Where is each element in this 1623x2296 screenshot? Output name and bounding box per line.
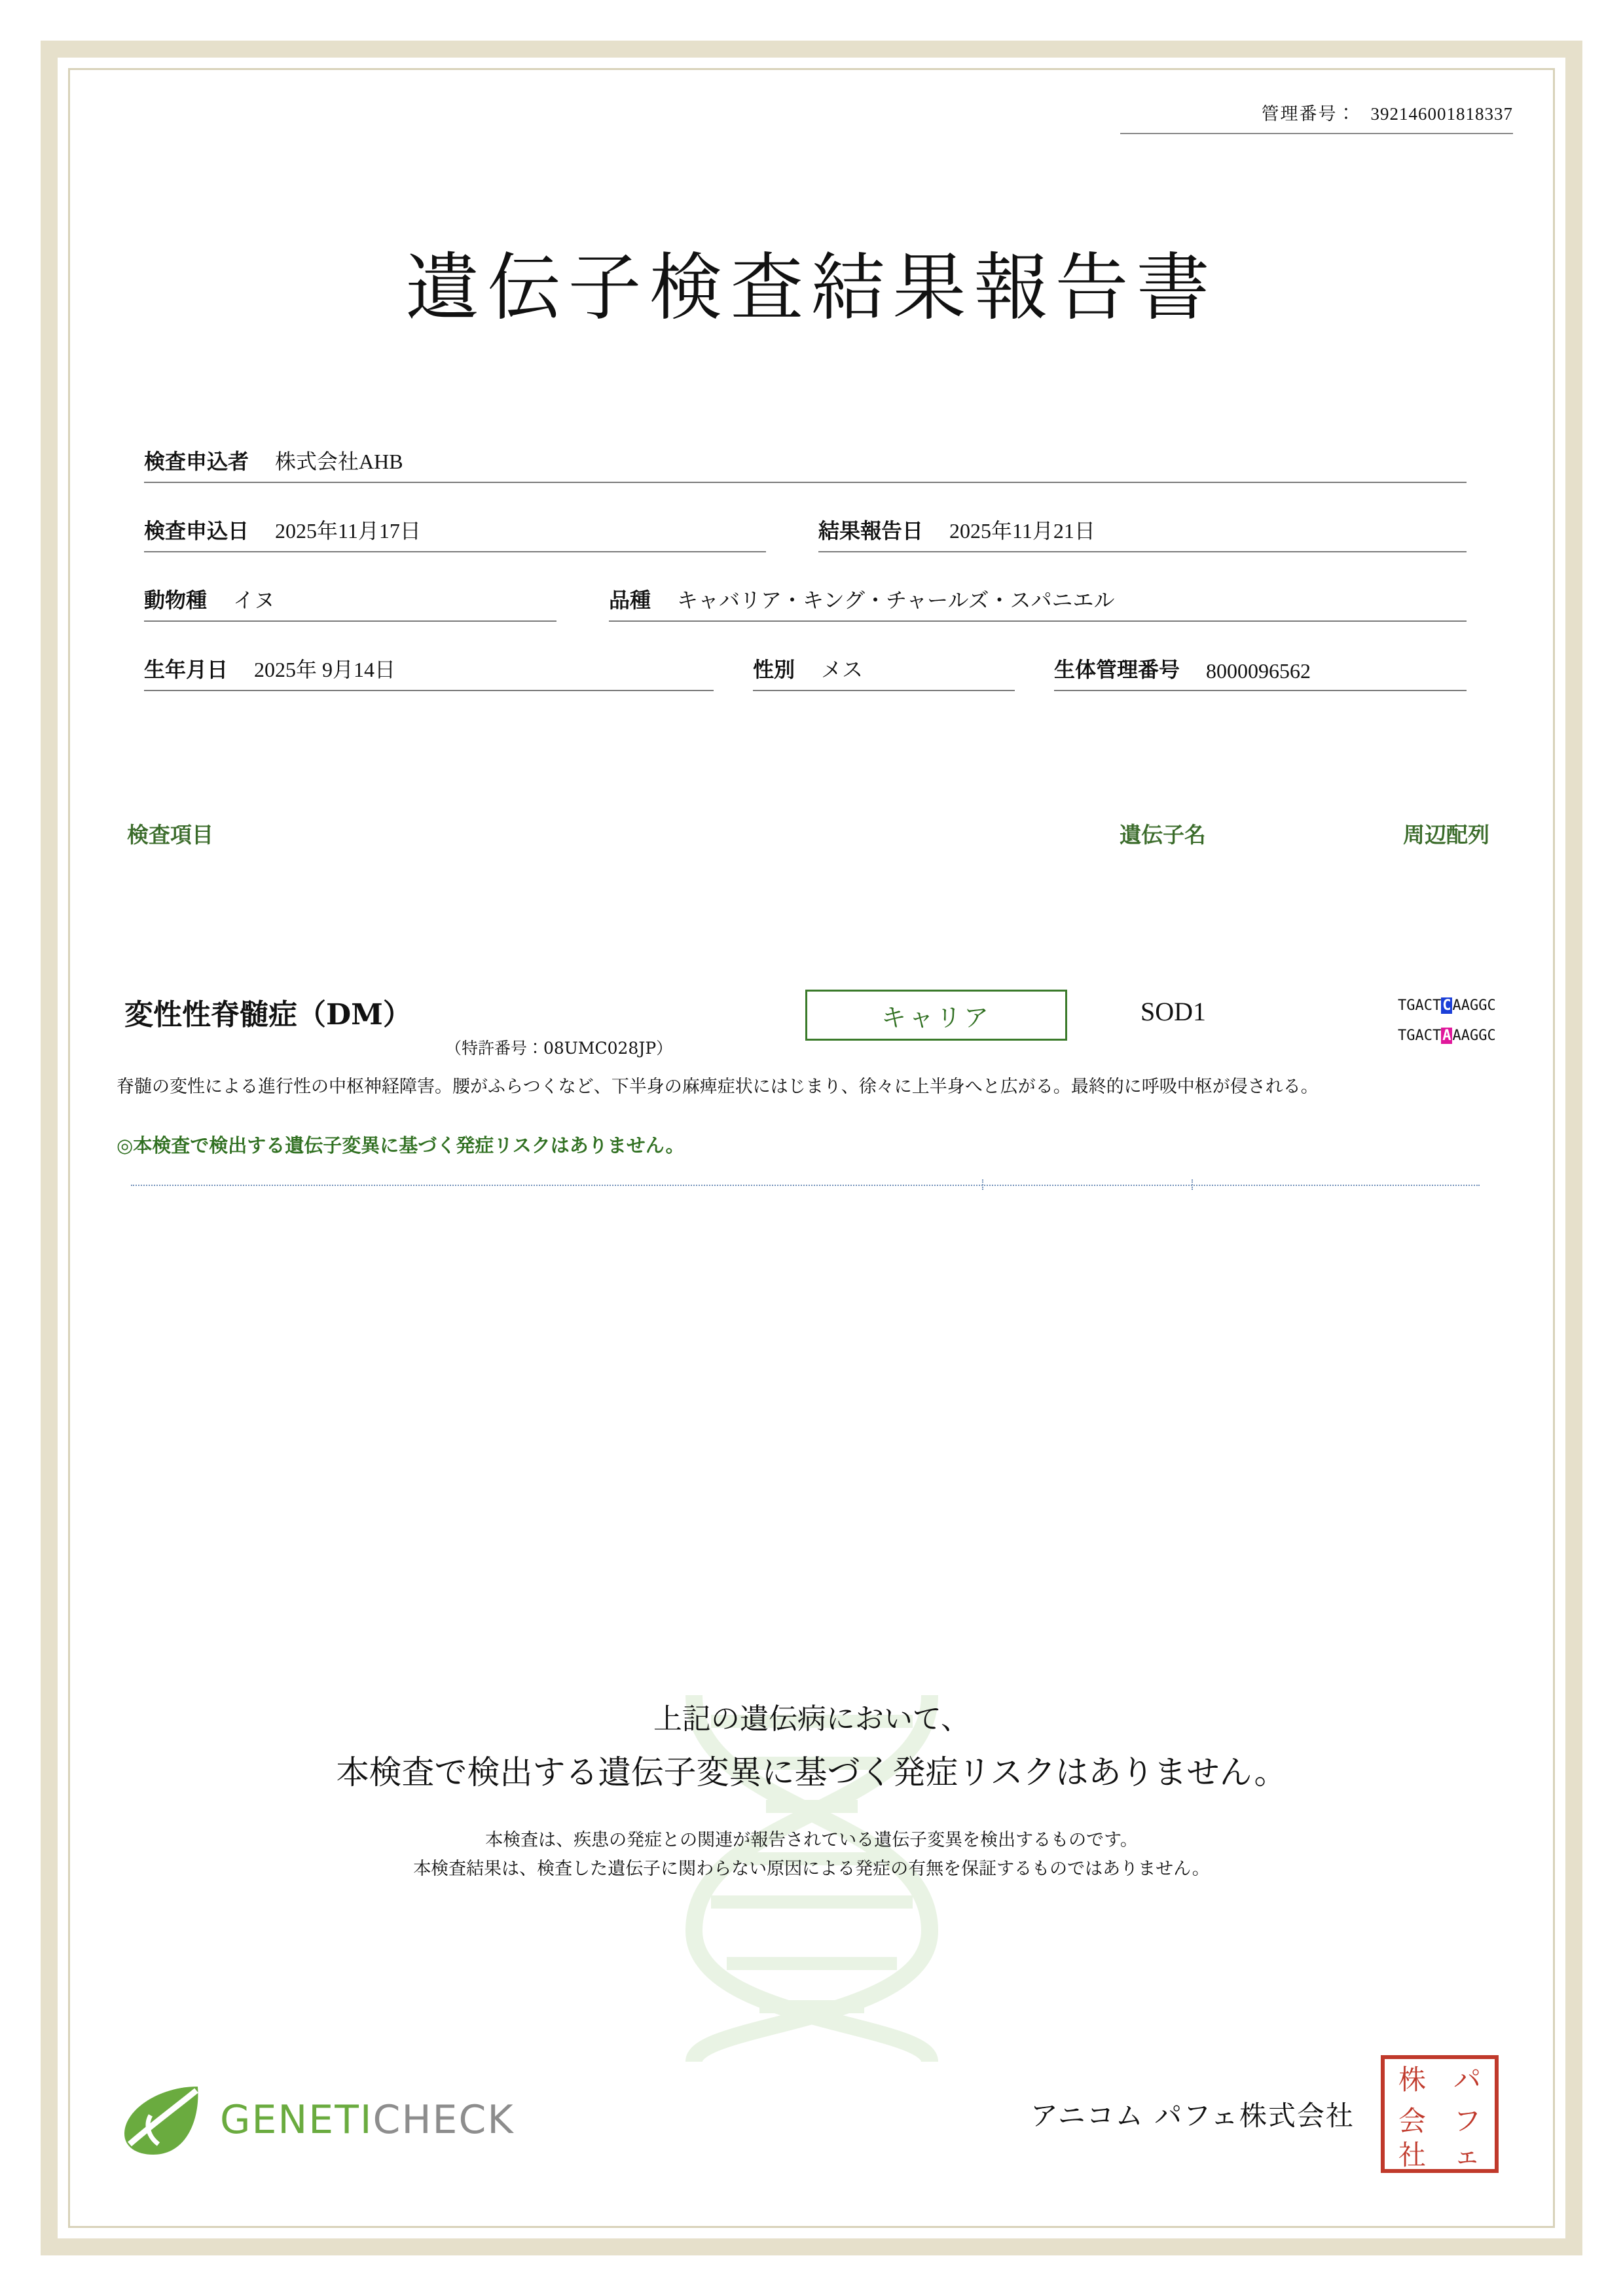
- result-table-header: [118, 818, 1493, 848]
- section-divider-tick-2: [1192, 1179, 1193, 1190]
- section-divider-tick-1: [982, 1179, 983, 1190]
- apply-date-label: 検査申込日: [144, 518, 249, 543]
- info-row-species: [144, 584, 1467, 622]
- info-block: [144, 445, 1467, 723]
- sequence-2-suffix: AAGGC: [1452, 1028, 1496, 1044]
- summary-note-2: 本検査結果は、検査した遺伝子に関わらない原因による発症の有無を保証するものではありません。: [413, 1859, 1210, 1879]
- animal-id-value: 8000096562: [1206, 659, 1311, 683]
- management-number: [1120, 99, 1513, 134]
- seal-char-6: ェ: [1453, 2139, 1481, 2171]
- gene-name: SOD1: [1140, 997, 1207, 1026]
- page-content: [105, 79, 1518, 2217]
- sequence-line-1: [1398, 991, 1496, 1021]
- logo-word-geneti: GENETI: [220, 2097, 373, 2143]
- species-value: イヌ: [233, 588, 276, 613]
- risk-note: ◎本検査で検出する遺伝子変異に基づく発症リスクはありません。: [117, 1134, 685, 1157]
- sequence-block: [1398, 991, 1496, 1051]
- birth-date-label: 生年月日: [144, 657, 228, 682]
- field-animal-id: [1054, 653, 1467, 691]
- field-birth-date: [144, 653, 714, 691]
- applicant-value: 株式会社AHB: [275, 450, 403, 473]
- seal-char-5: 社: [1398, 2139, 1426, 2171]
- field-applicant: [144, 445, 1467, 483]
- sequence-2-prefix: TGACT: [1398, 1028, 1442, 1044]
- field-species: [144, 584, 556, 622]
- patent-number: （特許番号：08UMC028JP）: [445, 1039, 673, 1058]
- info-row-dates: [144, 514, 1467, 552]
- report-date-value: 2025年11月21日: [949, 519, 1095, 543]
- sequence-2-variant: A: [1442, 1028, 1451, 1044]
- applicant-label: 検査申込者: [144, 449, 249, 474]
- leaf-logo-icon: [119, 2081, 203, 2159]
- management-number-label: 管理番号：: [1261, 104, 1357, 124]
- summary-block: [105, 1695, 1518, 1884]
- column-header-sequence: 周辺配列: [1403, 822, 1489, 848]
- apply-date-value: 2025年11月17日: [275, 519, 421, 543]
- summary-line-2: 本検査で検出する遺伝子変異に基づく発症リスクはありません。: [336, 1753, 1287, 1791]
- field-breed: [609, 584, 1467, 622]
- info-row-birth: [144, 653, 1467, 691]
- sequence-1-prefix: TGACT: [1398, 997, 1442, 1014]
- column-header-gene-name: 遺伝子名: [1120, 822, 1206, 848]
- status-badge-label: キャリア: [881, 1003, 991, 1032]
- sex-label: 性別: [753, 657, 795, 682]
- info-row-applicant: [144, 445, 1467, 483]
- disease-description: 脊髄の変性による進行性の中枢神経障害。腰がふらつくなど、下半身の麻痺症状にはじまり、徐々に上半身へと広がる。最終的に呼吸中枢が侵される。: [117, 1077, 1319, 1097]
- status-badge: [805, 990, 1067, 1041]
- result-row: [118, 988, 1496, 1060]
- company-name: アニコム パフェ株式会社: [1030, 2100, 1355, 2132]
- sequence-1-variant: C: [1442, 997, 1451, 1014]
- seal-char-1: 株: [1398, 2063, 1426, 2096]
- logo-word-check: CHECK: [373, 2097, 515, 2143]
- disease-name: 変性性脊髄症（DM）: [124, 998, 412, 1031]
- animal-id-label: 生体管理番号: [1054, 657, 1180, 682]
- field-apply-date: [144, 514, 766, 552]
- column-header-test-item: 検査項目: [127, 822, 213, 848]
- species-label: 動物種: [144, 588, 208, 613]
- seal-char-2: パ: [1453, 2063, 1481, 2096]
- birth-date-value: 2025年 9月14日: [254, 658, 396, 681]
- sex-value: メス: [821, 657, 864, 682]
- page-title: 遺伝子検査結果報告書: [405, 245, 1218, 331]
- logo-wordmark: [220, 2097, 515, 2143]
- company-seal: [1381, 2055, 1499, 2173]
- geneticheck-logo: [119, 2081, 515, 2159]
- summary-note-1: 本検査は、疾患の発症との関連が報告されている遺伝子変異を検出するものです。: [485, 1830, 1138, 1850]
- management-number-value: 392146001818337: [1370, 104, 1513, 124]
- report-date-label: 結果報告日: [818, 518, 924, 543]
- summary-notes: [105, 1826, 1518, 1884]
- sequence-1-suffix: AAGGC: [1452, 997, 1496, 1014]
- section-divider: [131, 1185, 1480, 1186]
- seal-char-3: 会: [1398, 2104, 1426, 2137]
- field-sex: [753, 653, 1015, 691]
- seal-char-4: フ: [1453, 2104, 1481, 2137]
- summary-line-1: 上記の遺伝病において、: [653, 1702, 970, 1736]
- breed-label: 品種: [609, 588, 651, 613]
- field-report-date: [818, 514, 1467, 552]
- breed-value: キャバリア・キング・チャールズ・スパニエル: [677, 588, 1115, 613]
- sequence-line-2: [1398, 1021, 1496, 1051]
